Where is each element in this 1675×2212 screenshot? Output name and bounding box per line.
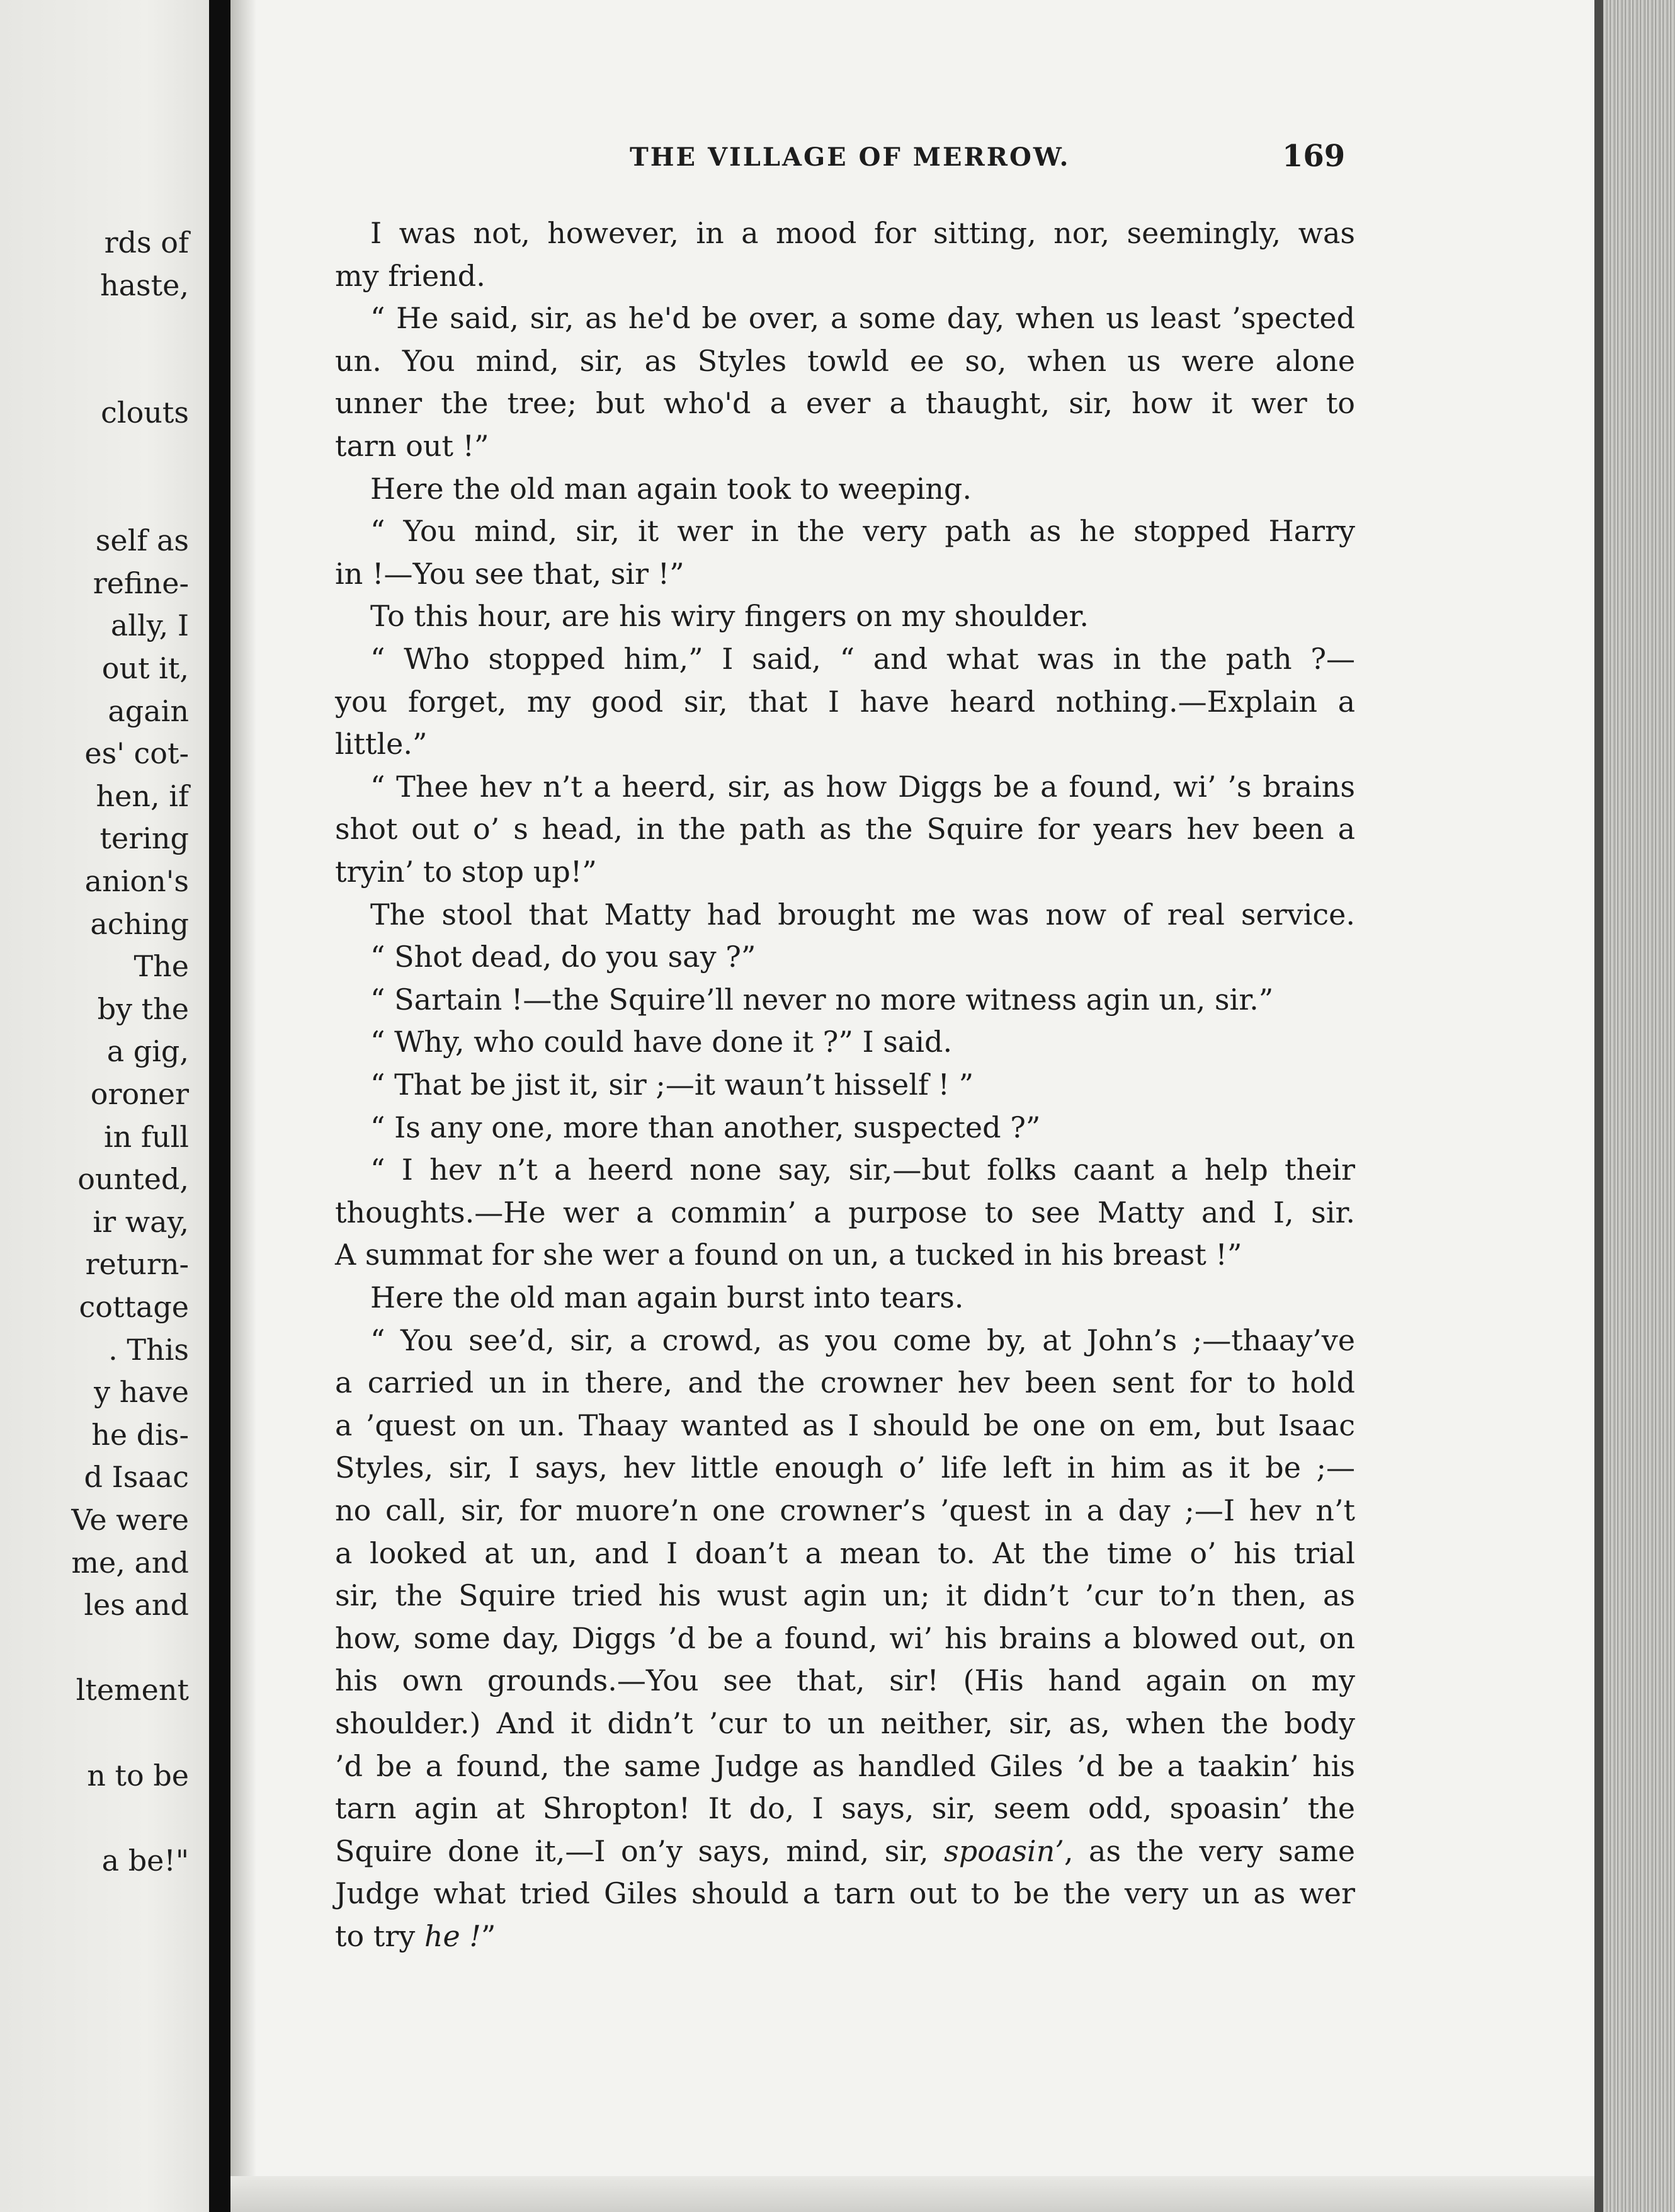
- text-line: Judge what tried Giles should a tarn out to be the very un as wer: [335, 1876, 1355, 1911]
- left-page-fragment: self as: [95, 523, 189, 558]
- text-line: my friend.: [335, 258, 485, 293]
- text-line: “ You see’d, sir, a crowd, as you come by, at John’s ;—thaay’ve: [370, 1323, 1355, 1357]
- left-page-fragment: ltement: [76, 1673, 189, 1707]
- left-page-fragment: n to be: [87, 1758, 189, 1793]
- left-page-fragment: d Isaac: [84, 1460, 189, 1495]
- page-number: 169: [1282, 139, 1346, 174]
- italic-word: spoasin’: [944, 1833, 1064, 1868]
- text-line: unner the tree; but who'd a ever a thaught, sir, how it wer to: [335, 386, 1355, 421]
- text-line: Styles, sir, I says, hev little enough o’ life left in him as it be ;—: [335, 1451, 1355, 1485]
- text-line: “ Sartain !—the Squire’ll never no more witness agin un, sir.”: [370, 982, 1274, 1017]
- text-line: tarn agin at Shropton! It do, I says, sir, seem odd, spoasin’ the: [335, 1791, 1355, 1826]
- left-page-fragment: ounted,: [77, 1162, 189, 1197]
- left-page-fragment: es' cot-: [84, 736, 189, 771]
- text-line: how, some day, Diggs ’d be a found, wi’ his brains a blowed out, on: [335, 1621, 1355, 1655]
- left-page-fragment: The: [133, 949, 189, 984]
- text-line: “ Shot dead, do you say ?”: [370, 940, 756, 974]
- text-line: “ Why, who could have done it ?” I said.: [370, 1025, 953, 1059]
- left-page-fragment: anion's: [84, 864, 189, 898]
- left-page-fragment: me, and: [71, 1545, 189, 1580]
- text-line: The stool that Matty had brought me was now of real service.: [370, 897, 1355, 932]
- text-line: ’d be a found, the same Judge as handled Giles ’d be a taakin’ his: [335, 1748, 1355, 1783]
- left-page-fragment: hen, if: [96, 778, 189, 813]
- text-line: Here the old man again took to weeping.: [370, 471, 972, 506]
- text-line: tarn out !”: [335, 429, 489, 463]
- text-line: a carried un in there, and the crowner hev been sent for to hold: [335, 1365, 1355, 1400]
- page-edge-shadow: [1594, 0, 1603, 2212]
- left-page-fragment: oroner: [90, 1077, 189, 1111]
- text-line: to try he !”: [335, 1919, 496, 1953]
- text-line: sir, the Squire tried his wust agin un; it didn’t ’cur to’n then, as: [335, 1578, 1355, 1613]
- left-page-fragment: again: [108, 693, 189, 728]
- left-page-fragment: a gig,: [106, 1034, 189, 1069]
- page-edges: [1594, 0, 1675, 2212]
- text-line: To this hour, are his wiry fingers on my shoulder.: [370, 599, 1089, 634]
- text-line: “ Is any one, more than another, suspected ?”: [370, 1110, 1041, 1144]
- text-line: “ Thee hev n’t a heerd, sir, as how Diggs be a found, wi’ ’s brains: [370, 769, 1355, 804]
- text-line: “ You mind, sir, it wer in the very path as he stopped Harry: [370, 514, 1355, 549]
- text-line: little.”: [335, 727, 428, 761]
- left-page-fragment: a be!": [101, 1843, 189, 1878]
- text-line: I was not, however, in a mood for sitting, nor, seemingly, was: [370, 216, 1355, 250]
- left-page-fragment: y have: [94, 1375, 189, 1410]
- running-header: THE VILLAGE OF MERROW.: [630, 142, 1070, 172]
- left-page-fragment: Ve were: [71, 1503, 189, 1537]
- text-line: thoughts.—He wer a commin’ a purpose to see Matty and I, sir.: [335, 1195, 1355, 1229]
- left-page-fragment: he dis-: [91, 1417, 189, 1452]
- text-line: his own grounds.—You see that, sir! (His hand again on my: [335, 1663, 1355, 1698]
- text-line: tryin’ to stop up!”: [335, 855, 597, 889]
- text-line: a looked at un, and I doan’t a mean to. At the time o’ his trial: [335, 1536, 1355, 1570]
- left-page-fragment: cottage: [79, 1290, 189, 1324]
- left-page-fragment: tering: [99, 821, 189, 856]
- text-line: you forget, my good sir, that I have heard nothing.—Explain a: [335, 684, 1355, 719]
- text-line: A summat for she wer a found on un, a tucked in his breast !”: [335, 1238, 1242, 1272]
- left-page-fragment: aching: [90, 906, 189, 941]
- facing-page-left: [0, 0, 209, 2212]
- left-page-fragment: clouts: [101, 396, 189, 430]
- text-line: a ’quest on un. Thaay wanted as I should be one on em, but Isaac: [335, 1408, 1355, 1442]
- page-bottom-edge: [230, 2176, 1594, 2212]
- left-page-fragment: ir way,: [93, 1204, 189, 1239]
- text-line: un. You mind, sir, as Styles towld ee so, when us were alone: [335, 343, 1355, 378]
- book-gutter: [209, 0, 230, 2212]
- text-line: Here the old man again burst into tears.: [370, 1280, 964, 1314]
- text-line: “ Who stopped him,” I said, “ and what was in the path ?—: [370, 642, 1355, 676]
- text-line: in !—You see that, sir !”: [335, 556, 684, 591]
- left-page-fragment: in full: [103, 1119, 189, 1154]
- text-line: “ He said, sir, as he'd be over, a some day, when us least ’spected: [370, 301, 1355, 336]
- text-line: “ That be jist it, sir ;—it waun’t hisself ! ”: [370, 1068, 974, 1102]
- left-page-fragment: refine-: [93, 566, 189, 600]
- italic-word: he !: [424, 1919, 481, 1953]
- text-line: no call, sir, for muore’n one crowner’s ’quest in a day ;—I hev n’t: [335, 1493, 1355, 1527]
- left-page-fragment: rds of: [104, 225, 189, 259]
- text-line: shoulder.) And it didn’t ’cur to un neither, sir, as, when the body: [335, 1706, 1355, 1740]
- left-page-fragment: ally, I: [110, 608, 189, 643]
- gutter-shadow: [230, 0, 256, 2212]
- text-line: Squire done it,—I on’y says, mind, sir, spoasin’, as the very same: [335, 1833, 1355, 1868]
- left-page-fragment: out it,: [101, 651, 189, 685]
- text-line: “ I hev n’t a heerd none say, sir,—but folks caant a help their: [370, 1153, 1355, 1187]
- left-page-fragment: . This: [108, 1332, 189, 1367]
- left-page-fragment: by the: [97, 991, 189, 1026]
- left-page-fragment: return-: [85, 1247, 189, 1282]
- text-line: shot out o’ s head, in the path as the Squire for years hev been a: [335, 812, 1355, 847]
- left-page-fragment: les and: [84, 1588, 189, 1622]
- left-page-fragment: haste,: [100, 268, 189, 302]
